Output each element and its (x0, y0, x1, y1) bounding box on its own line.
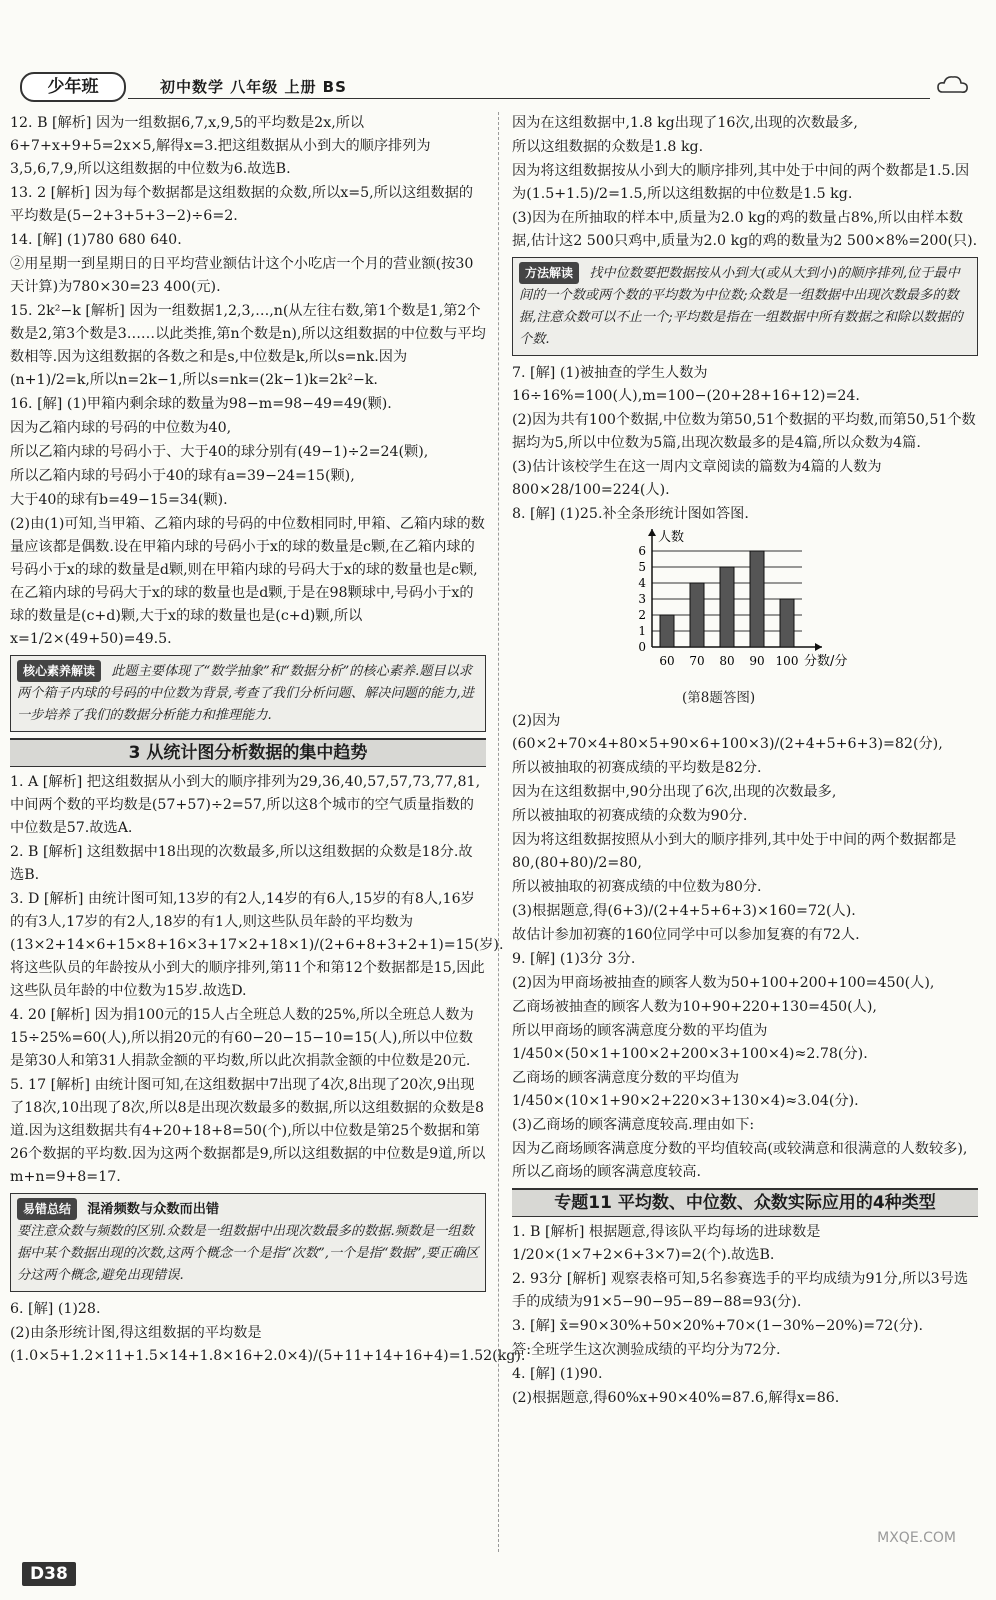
answer-line: 4. 20 [解析] 因为捐100元的15人占全班总人数的25%,所以全班总人数为15÷25%=60(人),所以捐20元的有60−20−15−10=15(人),所以中位数是第30人和第31人捐款金额的平均数,所以此次捐款金额的中位数是20元. (10, 1007, 474, 1069)
cloud-icon (936, 72, 970, 98)
answer-line: 所以被抽取的初赛成绩的众数为90分. (512, 808, 748, 824)
answer-line: 9. [解] (1)3分 3分. (512, 951, 636, 967)
y-tick-label: 1 (638, 624, 646, 638)
answer-line: 15. 2k²−k [解析] 因为一组数据1,2,3,…,n(从左往右数,第1个数是1,第2个数是2,第3个数是3……以此类推,第n个数是n),所以这组数据的中位数与平均数相等.因为这组数据的各数之和是s,中位数是k,所以s=nk.因为(n+1)/2=k,所以n=2k−1,所以s=nk=(2k−1)k=2k²−k. (10, 303, 486, 388)
box-label: 易错总结 (17, 1198, 77, 1220)
answer-line: 13. 2 [解析] 因为每个数据都是这组数据的众数,所以x=5,所以这组数据的平均数是(5−2+3+5+3−2)÷6=2. (10, 185, 474, 224)
y-tick-label: 0 (638, 640, 646, 654)
x-tick-label: 80 (719, 654, 735, 668)
answer-line: (2)由(1)可知,当甲箱、乙箱内球的号码的中位数相同时,甲箱、乙箱内球的数量应该都是偶数.设在甲箱内球的号码小于x的球的数量是c颗,在乙箱内球的号码小于x的球的数量是d颗,则在甲箱内球的号码大于x的球的数量也是c颗,在乙箱内球的号码大于x的球的数量也是d颗,于是在98颗球中,号码小于x的球的数量是(c+d)颗,大于x的球的数量也是(c+d)颗,所以x=1/2×(49+50)=49.5. (10, 516, 485, 647)
answer-line: 14. [解] (1)780 680 640. (10, 232, 182, 248)
answer-line: (3)根据题意,得(6+3)/(2+4+5+6+3)×160=72(人). (512, 903, 856, 919)
bar-chart (622, 529, 862, 679)
answer-line: 1. A [解析] 把这组数据从小到大的顺序排列为29,36,40,57,57,73,77,81,中间两个数的平均数是(57+57)÷2=57,所以这8个城市的空气质量指数的中位数是57.故选A. (10, 774, 481, 836)
answer-list-d (512, 112, 978, 253)
answer-line: 6. [解] (1)28. (10, 1301, 101, 1317)
answer-line: 故估计参加初赛的160位同学中可以参加复赛的有72人. (512, 927, 860, 943)
y-axis-arrow (648, 529, 656, 536)
answer-line: 16. [解] (1)甲箱内剩余球的数量为98−m=98−49=49(颗). (10, 396, 392, 412)
method-box (512, 257, 978, 356)
answer-line: (2)因为(60×2+70×4+80×5+90×6+100×3)/(2+4+5+6+3)=82(分), (512, 713, 943, 752)
box-text: 要注意众数与频数的区别.众数是一组数据中出现次数最多的数据.频数是一组数据中某个数据出现的次数,这两个概念一个是指“次数”,一个是指“数据”,要正确区分这两个概念,避免出现错误. (17, 1224, 479, 1283)
answer-line: (2)根据题意,得60%x+90×40%=87.6,解得x=86. (512, 1390, 840, 1406)
answer-line: 12. B [解析] 因为一组数据6,7,x,9,5的平均数是2x,所以6+7+x+9+5=2x×5,解得x=3.把这组数据从小到大的顺序排列为3,5,6,7,9,所以这组数据的中位数为6.故选B. (10, 115, 431, 177)
column-divider (498, 112, 499, 1552)
bar (690, 583, 704, 647)
answer-list-b (10, 771, 504, 1189)
answer-line: 因为在这组数据中,1.8 kg出现了16次,出现的次数最多, (512, 115, 858, 131)
x-tick-label: 60 (659, 654, 675, 668)
common-mistake-box (10, 1193, 486, 1292)
y-tick-label: 2 (638, 608, 646, 622)
header-rule (128, 98, 930, 99)
answer-line: 因为乙箱内球的号码的中位数为40, (10, 420, 232, 436)
answer-line: 因为乙商场顾客满意度分数的平均值较高(或较满意和很满意的人数较多),所以乙商场的顾客满意度较高. (512, 1141, 968, 1180)
answer-line: 因为将这组数据按照从小到大的顺序排列,其中处于中间的两个数据都是80,(80+80)/2=80, (512, 832, 957, 871)
answer-list-e (512, 362, 978, 526)
x-tick-label: 90 (749, 654, 765, 668)
answer-line: 答:全班学生这次测验成绩的平均分为72分. (512, 1342, 781, 1358)
answer-line: 所以被抽取的初赛成绩的中位数为80分. (512, 879, 762, 895)
box-text: 此题主要体现了“数学抽象”和“数据分析”的核心素养.题目以求两个箱子内球的号码的中位数为背景,考查了我们分析问题、解决问题的能力,进一步培养了我们的数据分析能力和推理能力. (17, 664, 474, 723)
answer-line: 2. B [解析] 这组数据中18出现的次数最多,所以这组数据的众数是18分.故选B. (10, 844, 473, 883)
y-tick-label: 3 (638, 592, 646, 606)
answer-line: 乙商场被抽查的顾客人数为10+90+220+130=450(人), (512, 999, 877, 1015)
left-column (10, 112, 526, 1369)
y-tick-label: 6 (638, 544, 646, 558)
answer-line: 所以这组数据的众数是1.8 kg. (512, 139, 704, 155)
answer-line: (3)因为在所抽取的样本中,质量为2.0 kg的鸡的数量占8%,所以由样本数据,估计这2 500只鸡中,质量为2.0 kg的鸡的数量为2 500×8%=200(只). (512, 210, 978, 249)
answer-line: 大于40的球有b=49−15=34(颗). (10, 492, 228, 508)
answer-list-c (10, 1298, 526, 1368)
core-literacy-box (10, 655, 486, 732)
series-logo: 少年班 (20, 72, 126, 102)
box-label: 方法解读 (519, 262, 579, 284)
answer-line: (2)因为共有100个数据,中位数为第50,51个数据的平均数,而第50,51个数据均为5,所以中位数为5篇,出现次数最多的是4篇,所以众数为4篇. (512, 412, 976, 451)
watermark: MXQE.COM (877, 1530, 956, 1546)
answer-line: 所以甲商场的顾客满意度分数的平均值为1/450×(50×1+100×2+200×3+100×4)≈2.78(分). (512, 1023, 868, 1062)
page-header (10, 70, 980, 102)
answer-line: (3)乙商场的顾客满意度较高.理由如下: (512, 1117, 755, 1133)
bar (750, 551, 764, 647)
x-tick-label: 70 (689, 654, 705, 668)
x-axis-label: 分数/分 (804, 654, 848, 669)
answer-line: 5. 17 [解析] 由统计图可知,在这组数据中7出现了4次,8出现了20次,9出现了18次,10出现了8次,所以8是出现次数最多的数据,所以这组数据的众数是8道.因为这组数据共有4+20+18+8=50(个),所以中位数是第25个数据和第26个数据的平均数.因为这两个数据都是9,所以这组数据的中位数是9道,所以m+n=9+8=17. (10, 1077, 486, 1185)
y-tick-label: 5 (638, 560, 646, 574)
answer-line: 所以乙箱内球的号码小于40的球有a=39−24=15(颗), (10, 468, 355, 484)
answer-line: 因为在这组数据中,90分出现了6次,出现的次数最多, (512, 784, 837, 800)
answer-line: 因为将这组数据按从小到大的顺序排列,其中处于中间的两个数都是1.5.因为(1.5+1.5)/2=1.5,所以这组数据的中位数是1.5 kg. (512, 163, 970, 202)
answer-line: 4. [解] (1)90. (512, 1366, 603, 1382)
box-label: 核心素养解读 (17, 660, 101, 682)
answer-line: ②用星期一到星期日的日平均营业额估计这个小吃店一个月的营业额(按30天计算)为780×30=23 400(元). (10, 256, 474, 295)
answer-line: 3. [解] x̄=90×30%+50×20%+70×(1−30%−20%)=72(分). (512, 1318, 924, 1334)
answer-line: 所以被抽取的初赛成绩的平均数是82分. (512, 760, 762, 776)
x-axis-arrow (815, 643, 822, 651)
answer-line: 所以乙箱内球的号码小于、大于40的球分别有(49−1)÷2=24(颗), (10, 444, 429, 460)
answer-line: 7. [解] (1)被抽查的学生人数为16÷16%=100(人),m=100−(20+28+16+12)=24. (512, 365, 860, 404)
book-title: 初中数学 八年级 上册 BS (160, 78, 347, 96)
answer-list-f (512, 710, 978, 1184)
section-title-11: 专题11 平均数、中位数、众数实际应用的4种类型 (512, 1188, 978, 1217)
right-column (512, 112, 978, 1411)
y-axis-label: 人数 (658, 530, 685, 545)
answer-line: (2)由条形统计图,得这组数据的平均数是(1.0×5+1.2×11+1.5×14+1.8×16+2.0×4)/(5+11+14+16+4)=1.52(kg). (10, 1325, 526, 1364)
box-text: 找中位数要把数据按从小到大(或从大到小)的顺序排列,位于最中间的一个数或两个数的平均数为中位数;众数是一组数据中出现次数最多的数据,注意众数可以不止一个;平均数是指在一组数据中所有数据之和除以数据的个数. (519, 266, 963, 347)
answer-line: 2. 93分 [解析] 观察表格可知,5名参赛选手的平均成绩为91分,所以3号选手的成绩为91×5−90−95−89−88=93(分). (512, 1271, 969, 1310)
y-tick-label: 4 (638, 576, 646, 590)
answer-line: 8. [解] (1)25.补全条形统计图如答图. (512, 506, 749, 522)
bar (720, 567, 734, 647)
page-number: D38 (22, 1562, 76, 1586)
bar (780, 599, 794, 647)
x-tick-label: 100 (775, 654, 799, 668)
answer-line: 乙商场的顾客满意度分数的平均值为1/450×(10×1+90×2+220×3+130×4)≈3.04(分). (512, 1070, 859, 1109)
answer-list-g (512, 1221, 978, 1410)
box-title: 混淆频数与众数而出错 (87, 1202, 220, 1217)
answer-list-a (10, 112, 486, 651)
answer-line: 3. D [解析] 由统计图可知,13岁的有2人,14岁的有6人,15岁的有8人,16岁的有3人,17岁的有2人,18岁的有1人,则这些队员年龄的平均数为(13×2+14×6+15×8+16×3+17×2+18×1)/(2+6+8+3+2+1)=15(岁).将这些队员的年龄按从小到大的顺序排列,第11个和第12个数据都是15,因此这些队员年龄的中位数为15岁.故选D. (10, 891, 504, 999)
answer-line: (3)估计该校学生在这一周内文章阅读的篇数为4篇的人数为800×28/100=224(人). (512, 459, 882, 498)
answer-line: 1. B [解析] 根据题意,得该队平均每场的进球数是1/20×(1×7+2×6+3×7)=2(个).故选B. (512, 1224, 821, 1263)
bar (660, 615, 674, 647)
answer-line: (2)因为甲商场被抽查的顾客人数为50+100+200+100=450(人), (512, 975, 935, 991)
section-title-3: 3 从统计图分析数据的集中趋势 (10, 738, 486, 767)
chart-caption: (第8题答图) (682, 690, 756, 706)
